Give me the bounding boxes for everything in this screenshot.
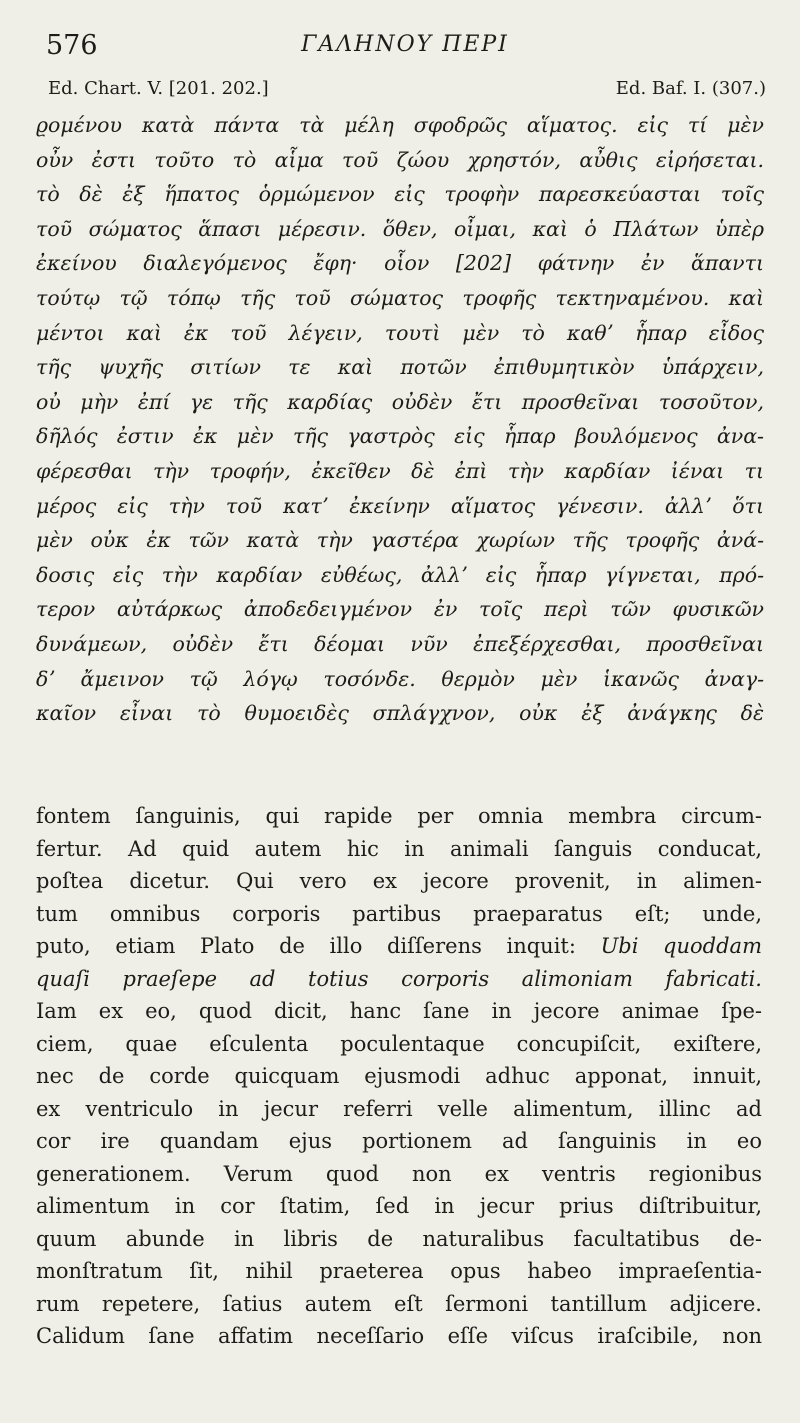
latin-line: alimentum in cor ſtatim, ſed in jecur prius diſtribuitur, <box>36 1194 762 1218</box>
latin-line: fertur. Ad quid autem hic in animali ſanguis conducat, <box>36 836 762 861</box>
edition-reference-right: Ed. Baf. I. (307.) <box>615 78 766 99</box>
latin-line: rum repetere, ſatius autem eſt ſermoni tantillum adjicere. <box>36 1291 762 1316</box>
greek-line: οὐ μὴν ἐπί γε τῆς καρδίας οὐδὲν ἔτι προσθεῖναι τοσοῦτον, <box>36 389 764 414</box>
latin-line: ex ventriculo in jecur referri velle alimentum, illinc ad <box>36 1096 762 1121</box>
greek-line: τῆς ψυχῆς σιτίων τε καὶ ποτῶν ἐπιθυμητικὸν ὑπάρχειν, <box>36 355 764 380</box>
running-title: ΓΑΛΗΝΟΥ ΠΕΡΙ <box>301 32 509 57</box>
latin-line: poſtea dicetur. Qui vero ex jecore provenit, in alimen- <box>36 869 762 893</box>
greek-line: τούτῳ τῷ τόπῳ τῆς τοῦ σώματος τροφῆς τεκτηναμένου. καὶ <box>36 285 764 310</box>
greek-line: τερον αὐτάρκως ἀποδεδειγμένον ἐν τοῖς περὶ τῶν φυσικῶν <box>36 597 764 622</box>
latin-line: ciem, quae eſculenta poculentaque concupiſcit, exiſtere, <box>36 1031 762 1056</box>
latin-line-with-quote <box>36 930 762 963</box>
latin-line: quum abunde in libris de naturalibus facultatibus de- <box>36 1226 762 1251</box>
greek-line: δοσις εἰς τὴν καρδίαν εὐθέως, ἀλλʼ εἰς ἧπαρ γίγνεται, πρό- <box>36 562 764 587</box>
latin-line: nec de corde quicquam ejusmodi adhuc apponat, innuit, <box>36 1064 762 1088</box>
latin-line: tum omnibus corporis partibus praeparatus eſt; unde, <box>36 901 762 926</box>
edition-reference-left: Ed. Chart. V. [201. 202.] <box>48 78 269 99</box>
greek-line: δʼ ἄμεινον τῷ λόγῳ τοσόνδε. θερμὸν μὲν ἱκανῶς ἀναγ- <box>36 666 764 691</box>
latin-line: monſtratum ſit, nihil praeterea opus habeo impraeſentia- <box>36 1259 762 1283</box>
greek-text-block <box>36 108 764 731</box>
page-number: 576 <box>46 30 98 61</box>
latin-text-block <box>36 800 762 1353</box>
latin-line: generationem. Verum quod non ex ventris regionibus <box>36 1161 762 1186</box>
latin-line: cor ire quandam ejus portionem ad ſanguinis in eo <box>36 1129 762 1153</box>
greek-line: καῖον εἶναι τὸ θυμοειδὲς σπλάγχνον, οὐκ ἐξ ἀνάγκης δὲ <box>36 701 764 726</box>
latin-line: fontem ſanguinis, qui rapide per omnia membra circum- <box>36 804 762 828</box>
greek-line: τὸ δὲ ἐξ ἥπατος ὁρμώμενον εἰς τροφὴν παρεσκεύασται τοῖς <box>36 182 764 207</box>
greek-line: οὖν ἐστι τοῦτο τὸ αἷμα τοῦ ζώου χρηστόν, αὖθις εἰρήσεται. <box>36 147 764 172</box>
greek-line: μέντοι καὶ ἐκ τοῦ λέγειν, τουτὶ μὲν τὸ καθʼ ἧπαρ εἶδος <box>36 320 764 345</box>
latin-line: Iam ex eo, quod dicit, hanc ſane in jecore animae ſpe- <box>36 999 762 1023</box>
plato-quote-line: quaſi praeſepe ad totius corporis alimoniam fabricati. <box>36 966 762 991</box>
greek-line: δυνάμεων, οὐδὲν ἔτι δέομαι νῦν ἐπεξέρχεσθαι, προσθεῖναι <box>36 631 764 656</box>
greek-line: μὲν οὐκ ἐκ τῶν κατὰ τὴν γαστέρα χωρίων τῆς τροφῆς ἀνά- <box>36 528 764 553</box>
page-header <box>46 28 764 68</box>
greek-line: τοῦ σώματος ἅπασι μέρεσιν. ὅθεν, οἶμαι, καὶ ὁ Πλάτων ὑπὲρ <box>36 216 764 241</box>
plato-quote: Ubi quoddam <box>600 934 762 958</box>
latin-line: Calidum ſane affatim neceſſario eſſe viſcus iraſcibile, non <box>36 1324 762 1348</box>
greek-line: δῆλός ἐστιν ἐκ μὲν τῆς γαστρὸς εἰς ἧπαρ βουλόμενος ἀνα- <box>36 424 764 449</box>
greek-line: φέρεσθαι τὴν τροφήν, ἐκεῖθεν δὲ ἐπὶ τὴν καρδίαν ἰέναι τι <box>36 458 764 483</box>
greek-line: μέρος εἰς τὴν τοῦ κατʼ ἐκείνην αἵματος γένεσιν. ἀλλʼ ὅτι <box>36 493 764 518</box>
greek-line: ϱομένου κατὰ πάντα τὰ μέλη σφοδρῶς αἵματος. εἰς τί μὲν <box>36 113 764 137</box>
latin-line-text: puto, etiam Plato de illo diſſerens inquit: <box>36 934 576 958</box>
greek-line: ἐκείνου διαλεγόμενος ἔφη· οἷον [202] φάτνην ἐν ἅπαντι <box>36 251 764 276</box>
